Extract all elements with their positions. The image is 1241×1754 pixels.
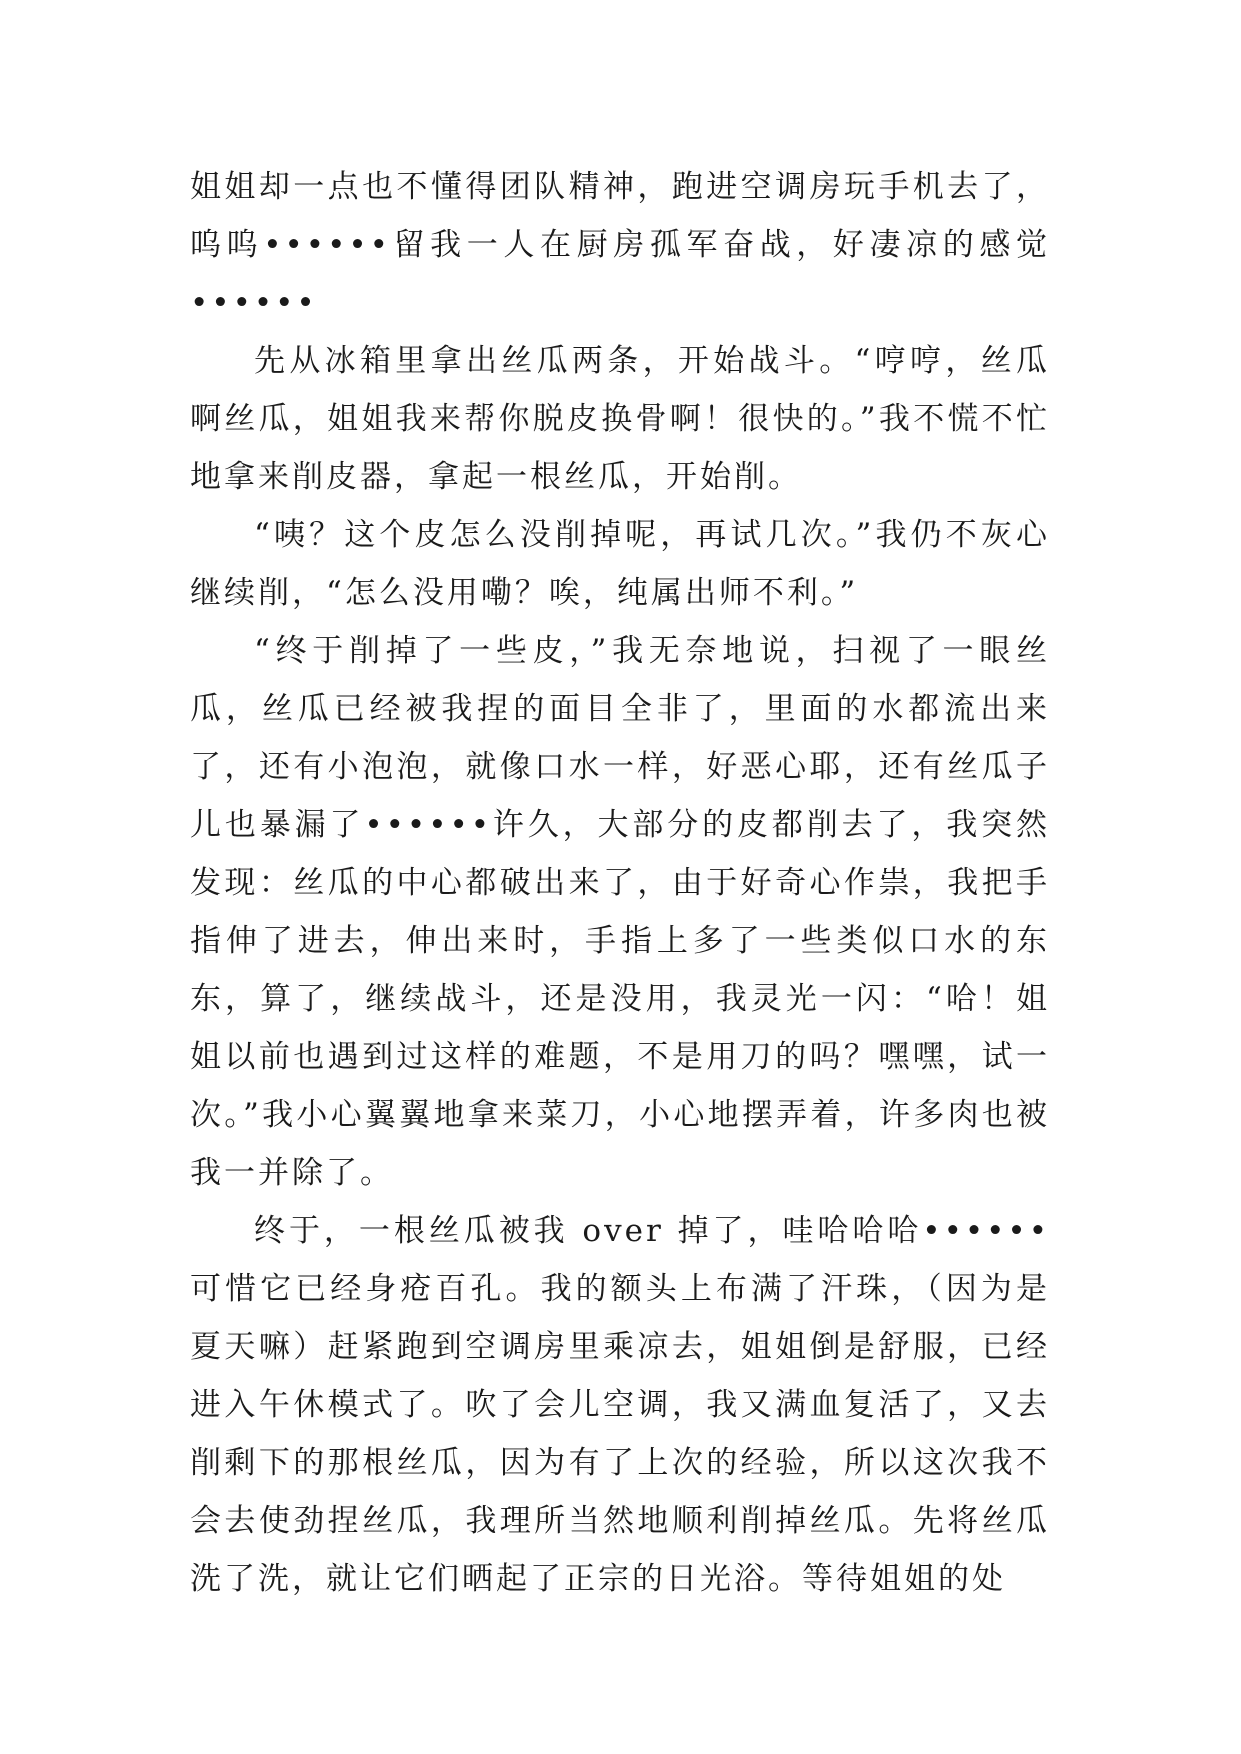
paragraph-2: 先从冰箱里拿出丝瓜两条，开始战斗。“哼哼，丝瓜啊丝瓜，姐姐我来帮你脱皮换骨啊！很快的。”我不慌不忙地拿来削皮器，拿起一根丝瓜，开始削。 xyxy=(190,343,1050,495)
paragraph-4: “终于削掉了一些皮，”我无奈地说，扫视了一眼丝瓜，丝瓜已经被我捏的面目全非了，里面的水都流出来了，还有小泡泡，就像口水一样，好恶心耶，还有丝瓜子儿也暴漏了••••••许久，大部分的皮都削去了，我突然发现：丝瓜的中心都破出来了，由于好奇心作祟，我把手指伸了进去，伸出来时，手指上多了一些类似口水的东东，算了，继续战斗，还是没用，我灵光一闪：“哈！姐姐以前也遇到过这样的难题，不是用刀的吗？嘿嘿，试一次。”我小心翼翼地拿来菜刀，小心地摆弄着，许多肉也被我一并除了。 xyxy=(190,633,1050,1191)
paragraph-1: 姐姐却一点也不懂得团队精神，跑进空调房玩手机去了，呜呜••••••留我一人在厨房孤军奋战，好凄凉的感觉•••••• xyxy=(190,169,1050,321)
paragraph-3: “咦？这个皮怎么没削掉呢，再试几次。”我仍不灰心继续削，“怎么没用嘞？唉，纯属出师不利。” xyxy=(190,517,1050,611)
essay-body xyxy=(190,158,1050,1608)
paragraph-5: 终于，一根丝瓜被我 over 掉了，哇哈哈哈••••••可惜它已经身疮百孔。我的额头上布满了汗珠，（因为是夏天嘛）赶紧跑到空调房里乘凉去，姐姐倒是舒服，已经进入午休模式了。吹了会儿空调，我又满血复活了，又去削剩下的那根丝瓜，因为有了上次的经验，所以这次我不会去使劲捏丝瓜，我理所当然地顺利削掉丝瓜。先将丝瓜洗了洗，就让它们晒起了正宗的日光浴。等待姐姐的处 xyxy=(190,1213,1050,1597)
